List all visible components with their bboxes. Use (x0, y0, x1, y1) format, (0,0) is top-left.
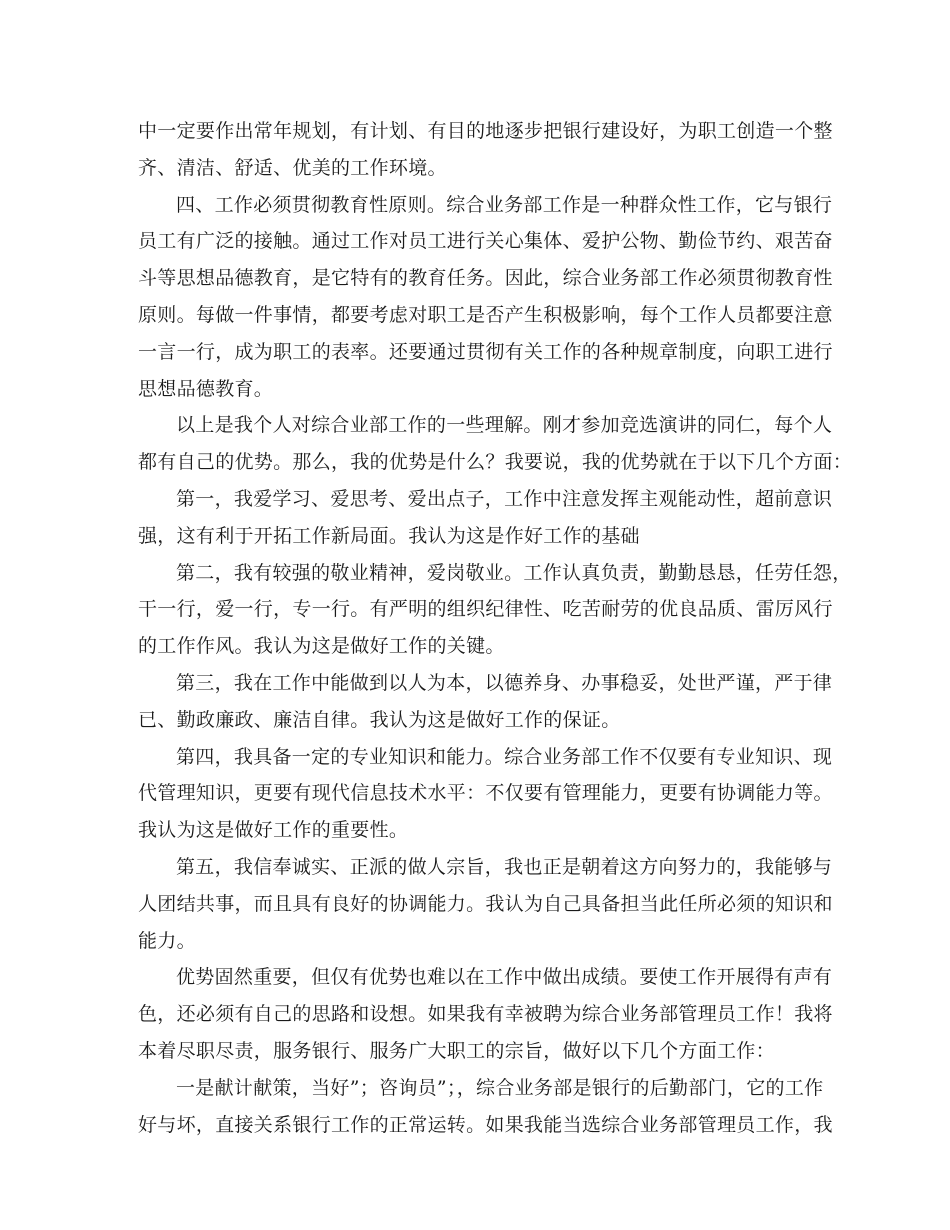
text-line: 干一行，爱一行，专一行。有严明的组织纪律性、吃苦耐劳的优良品质、雷厉风行 (138, 598, 833, 621)
text-line: 强，这有利于开拓工作新局面。我认为这是作好工作的基础 (138, 524, 640, 547)
text-line: 好与坏，直接关系银行工作的正常运转。如果我能当选综合业务部管理员工作，我 (138, 1113, 833, 1136)
text-line: 色，还必须有自己的思路和设想。如果我有幸被聘为综合业务部管理员工作！我将 (138, 1003, 833, 1026)
paragraph-first-line: 第四，我具备一定的专业知识和能力。综合业务部工作不仅要有专业知识、现 (176, 745, 833, 768)
text-line: 能力。 (138, 929, 196, 952)
text-line: 员工有广泛的接触。通过工作对员工进行关心集体、爱护公物、勤俭节约、艰苦奋 (138, 230, 833, 253)
paragraph-first-line: 一是献计献策，当好”；咨询员”；，综合业务部是银行的后勤部门，它的工作 (176, 1076, 824, 1099)
text-line: 我认为这是做好工作的重要性。 (138, 819, 409, 842)
text-line: 人团结共事，而且具有良好的协调能力。我认为自己具备担当此任所必须的知识和 (138, 892, 833, 915)
text-line: 已、勤政廉政、廉洁自律。我认为这是做好工作的保证。 (138, 708, 621, 731)
text-line: 都有自己的优势。那么，我的优势是什么？我要说，我的优势就在于以下几个方面： (138, 451, 853, 474)
text-line: 斗等思想品德教育，是它特有的教育任务。因此，综合业务部工作必须贯彻教育性 (138, 267, 833, 290)
paragraph-first-line: 优势固然重要，但仅有优势也难以在工作中做出成绩。要使工作开展得有声有 (176, 966, 833, 989)
paragraph-first-line: 四、工作必须贯彻教育性原则。综合业务部工作是一种群众性工作，它与银行 (176, 193, 833, 216)
text-line: 思想品德教育。 (138, 377, 274, 400)
paragraph-first-line: 以上是我个人对综合业部工作的一些理解。刚才参加竞选演讲的同仁，每个人 (176, 414, 833, 437)
text-line: 原则。每做一件事情，都要考虑对职工是否产生积极影响，每个工作人员都要注意 (138, 303, 833, 326)
text-line: 齐、清洁、舒适、优美的工作环境。 (138, 156, 447, 179)
text-line: 的工作作风。我认为这是做好工作的关键。 (138, 635, 505, 658)
document-body-text (138, 113, 853, 1143)
paragraph-first-line: 第二，我有较强的敬业精神，爱岗敬业。工作认真负责，勤勤恳恳，任劳任怨， (176, 561, 852, 584)
text-line: 本着尽职尽责，服务银行、服务广大职工的宗旨，做好以下几个方面工作： (138, 1039, 775, 1062)
paragraph-first-line: 第五，我信奉诚实、正派的做人宗旨，我也正是朝着这方向努力的，我能够与 (176, 855, 833, 878)
text-line: 中一定要作出常年规划，有计划、有目的地逐步把银行建设好，为职工创造一个整 (138, 120, 833, 142)
paragraph-first-line: 第三，我在工作中能做到以人为本，以德养身、办事稳妥，处世严谨，严于律 (176, 671, 833, 694)
text-line: 代管理知识，更要有现代信息技术水平：不仅要有管理能力，更要有协调能力等。 (138, 782, 833, 805)
paragraph-first-line: 第一，我爱学习、爱思考、爱出点子，工作中注意发挥主观能动性，超前意识 (176, 487, 833, 510)
text-line: 一言一行，成为职工的表率。还要通过贯彻有关工作的各种规章制度，向职工进行 (138, 340, 833, 363)
